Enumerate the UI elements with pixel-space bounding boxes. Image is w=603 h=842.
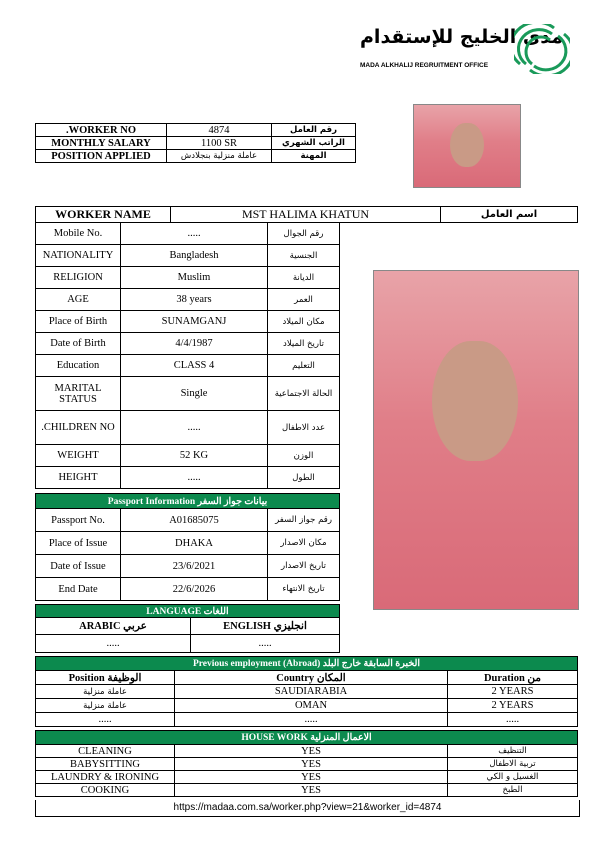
language-header: LANGUAGE اللغات [36,605,340,618]
end-date-label: End Date [36,578,121,601]
worker-name-label: WORKER NAME [36,207,171,223]
issue-date-label: Date of Issue [36,555,121,578]
end-date-label-ar: تاريخ الانتهاء [268,578,340,601]
passport-no-value: A01685075 [121,509,268,532]
mobile-value: ..... [121,223,268,245]
employment-position-2: عاملة منزلية [36,699,175,713]
cleaning-value: YES [175,745,448,758]
cooking-value: YES [175,784,448,797]
education-label-ar: التعليم [268,355,340,377]
worker-name-table [35,206,578,223]
mobile-label: Mobile No. [36,223,121,245]
birthplace-label-ar: مكان الميلاد [268,311,340,333]
height-label-ar: الطول [268,467,340,489]
issue-place-value: DHAKA [121,532,268,555]
footer-url[interactable] [35,800,580,817]
office-header [360,22,580,82]
education-value: CLASS 4 [121,355,268,377]
issue-date-value: 23/6/2021 [121,555,268,578]
birthplace-label: Place of Birth [36,311,121,333]
babysitting-value: YES [175,758,448,771]
salary-label: MONTHLY SALARY [36,137,167,150]
employment-position-1: عاملة منزلية [36,685,175,699]
worker-no-value: 4874 [167,124,272,137]
worker-name-label-ar: اسم العامل [441,207,578,223]
birthdate-label: Date of Birth [36,333,121,355]
housework-table [35,730,578,797]
children-value: ..... [121,411,268,445]
cooking-label-ar: الطبخ [448,784,578,797]
cleaning-label-ar: التنظيف [448,745,578,758]
laundry-label-ar: الغسيل و الكي [448,771,578,784]
details-table [35,222,340,489]
nationality-value: Bangladesh [121,245,268,267]
religion-label-ar: الديانة [268,267,340,289]
mobile-label-ar: رقم الجوال [268,223,340,245]
nationality-label: NATIONALITY [36,245,121,267]
office-logo-icon [514,24,570,74]
passport-header: Passport Information بيانات جواز السفر [36,494,340,509]
employment-country-2: OMAN [175,699,448,713]
employment-country-3: ..... [175,713,448,727]
babysitting-label: BABYSITTING [36,758,175,771]
housework-header: HOUSE WORK الاعمال المنزلية [36,731,578,745]
employment-position-3: ..... [36,713,175,727]
salary-label-ar: الراتب الشهري [272,137,356,150]
footer-url-text[interactable]: https://madaa.com.sa/worker.php?view=21&worker_id=4874 [173,802,442,813]
employment-duration-3: ..... [448,713,578,727]
employment-col-country: Country المكان [175,671,448,685]
cooking-label: COOKING [36,784,175,797]
end-date-value: 22/6/2026 [121,578,268,601]
weight-value: 52 KG [121,445,268,467]
arabic-value: ..... [36,635,191,653]
english-value: ..... [191,635,340,653]
cleaning-label: CLEANING [36,745,175,758]
office-name-arabic: مدى الخليج للإستقدام [360,26,564,48]
passport-no-label-ar: رقم جواز السفر [268,509,340,532]
employment-header: Previous employment (Abroad) الخبرة السابقة خارج البلد [36,657,578,671]
height-label: HEIGHT [36,467,121,489]
issue-date-label-ar: تاريخ الاصدار [268,555,340,578]
position-value: عاملة منزلية بنجلادش [167,150,272,163]
worker-photo-large [373,270,579,610]
position-label-ar: المهنة [272,150,356,163]
worker-name-value: MST HALIMA KHATUN [171,207,441,223]
employment-duration-2: 2 YEARS [448,699,578,713]
top-info-table [35,123,356,163]
passport-table [35,493,340,601]
issue-place-label: Place of Issue [36,532,121,555]
birthdate-value: 4/4/1987 [121,333,268,355]
office-name-english: MADA ALKHALIJ REGRUITMENT OFFICE [360,62,489,69]
worker-no-label: .WORKER NO [36,124,167,137]
marital-label-ar: الحالة الاجتماعية [268,377,340,411]
weight-label: WEIGHT [36,445,121,467]
laundry-label: LAUNDRY & IRONING [36,771,175,784]
arabic-label: ARABIC عربي [36,618,191,635]
birthplace-value: SUNAMGANJ [121,311,268,333]
religion-label: RELIGION [36,267,121,289]
passport-no-label: Passport No. [36,509,121,532]
education-label: Education [36,355,121,377]
age-value: 38 years [121,289,268,311]
children-label-ar: عدد الاطفال [268,411,340,445]
worker-no-label-ar: رقم العامل [272,124,356,137]
marital-value: Single [121,377,268,411]
laundry-value: YES [175,771,448,784]
weight-label-ar: الوزن [268,445,340,467]
height-value: ..... [121,467,268,489]
language-table [35,604,340,653]
employment-col-duration: Duration من [448,671,578,685]
nationality-label-ar: الجنسية [268,245,340,267]
age-label: AGE [36,289,121,311]
children-label: .CHILDREN NO [36,411,121,445]
birthdate-label-ar: تاريخ الميلاد [268,333,340,355]
employment-country-1: SAUDIARABIA [175,685,448,699]
english-label: ENGLISH انجليزي [191,618,340,635]
age-label-ar: العمر [268,289,340,311]
employment-duration-1: 2 YEARS [448,685,578,699]
salary-value: 1100 SR [167,137,272,150]
worker-photo-small [413,104,521,188]
marital-label: MARITAL STATUS [36,377,121,411]
employment-table [35,656,578,727]
position-label: POSITION APPLIED [36,150,167,163]
religion-value: Muslim [121,267,268,289]
employment-col-position: Position الوظيفة [36,671,175,685]
issue-place-label-ar: مكان الاصدار [268,532,340,555]
babysitting-label-ar: تربية الاطفال [448,758,578,771]
